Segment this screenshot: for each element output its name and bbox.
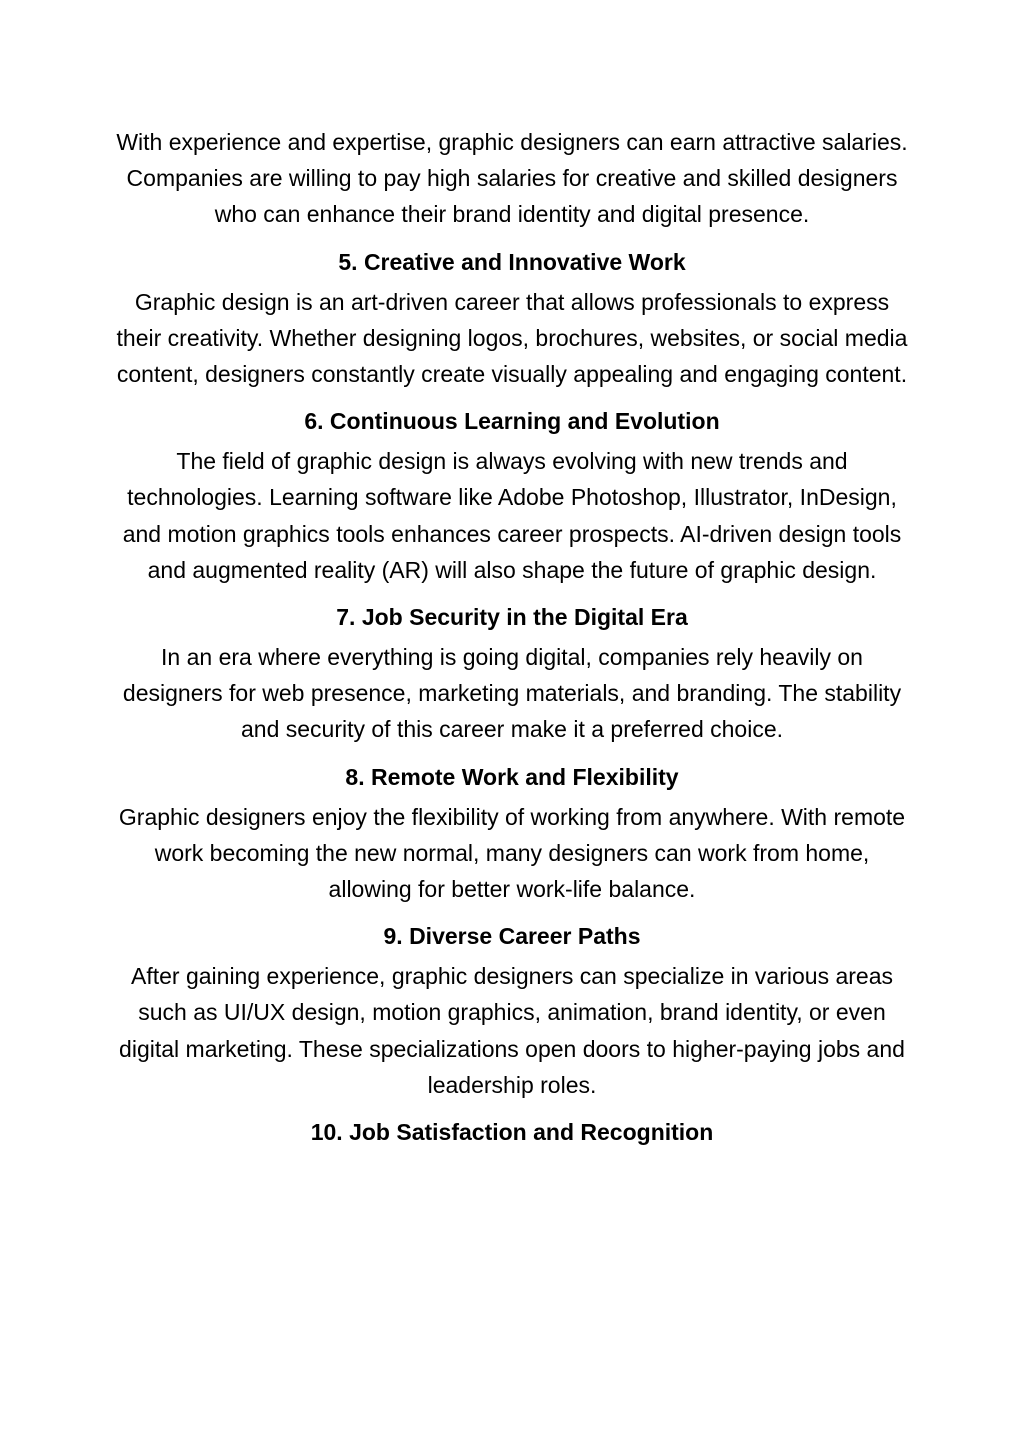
section-heading-5: 5. Creative and Innovative Work [338,248,686,275]
section-body-8: Graphic designers enjoy the flexibility of working from anywhere. With remote work becoming the new normal, many designers can work from home, allowing for better work-life balance. [118,803,906,903]
section-heading-8: 8. Remote Work and Flexibility [345,763,679,790]
section-heading-10: 10. Job Satisfaction and Recognition [310,1119,714,1146]
intro-paragraph: With experience and expertise, graphic designers can earn attractive salaries. Companies are willing to pay high salaries for creative and skilled designers who can enhance their brand identity and digital presence. [116,129,908,228]
section-body-9: After gaining experience, graphic designers can specialize in various areas such as UI/UX design, motion graphics, animation, brand identity, or even digital marketing. These specializations open doors to higher-paying jobs and leadership roles. [119,963,905,1098]
document-page [112,124,912,1154]
section-body-6: The field of graphic design is always evolving with new trends and technologies. Learning software like Adobe Photoshop, Illustrator, InDesign, and motion graphics tools enhances career prospects. AI-driven design tools and augmented reality (AR) will also shape the future of graphic design. [122,448,902,583]
section-heading-7: 7. Job Security in the Digital Era [336,604,688,631]
section-heading-9: 9. Diverse Career Paths [383,923,641,950]
section-body-7: In an era where everything is going digital, companies rely heavily on designers for web presence, marketing materials, and branding. The stability and security of this career make it a preferred choice. [122,644,902,743]
section-heading-6: 6. Continuous Learning and Evolution [304,408,720,435]
section-body-5: Graphic design is an art-driven career that allows professionals to express their creativity. Whether designing logos, brochures, websites, or social media content, designers constantly create visually appealing and engaging content. [116,288,908,388]
